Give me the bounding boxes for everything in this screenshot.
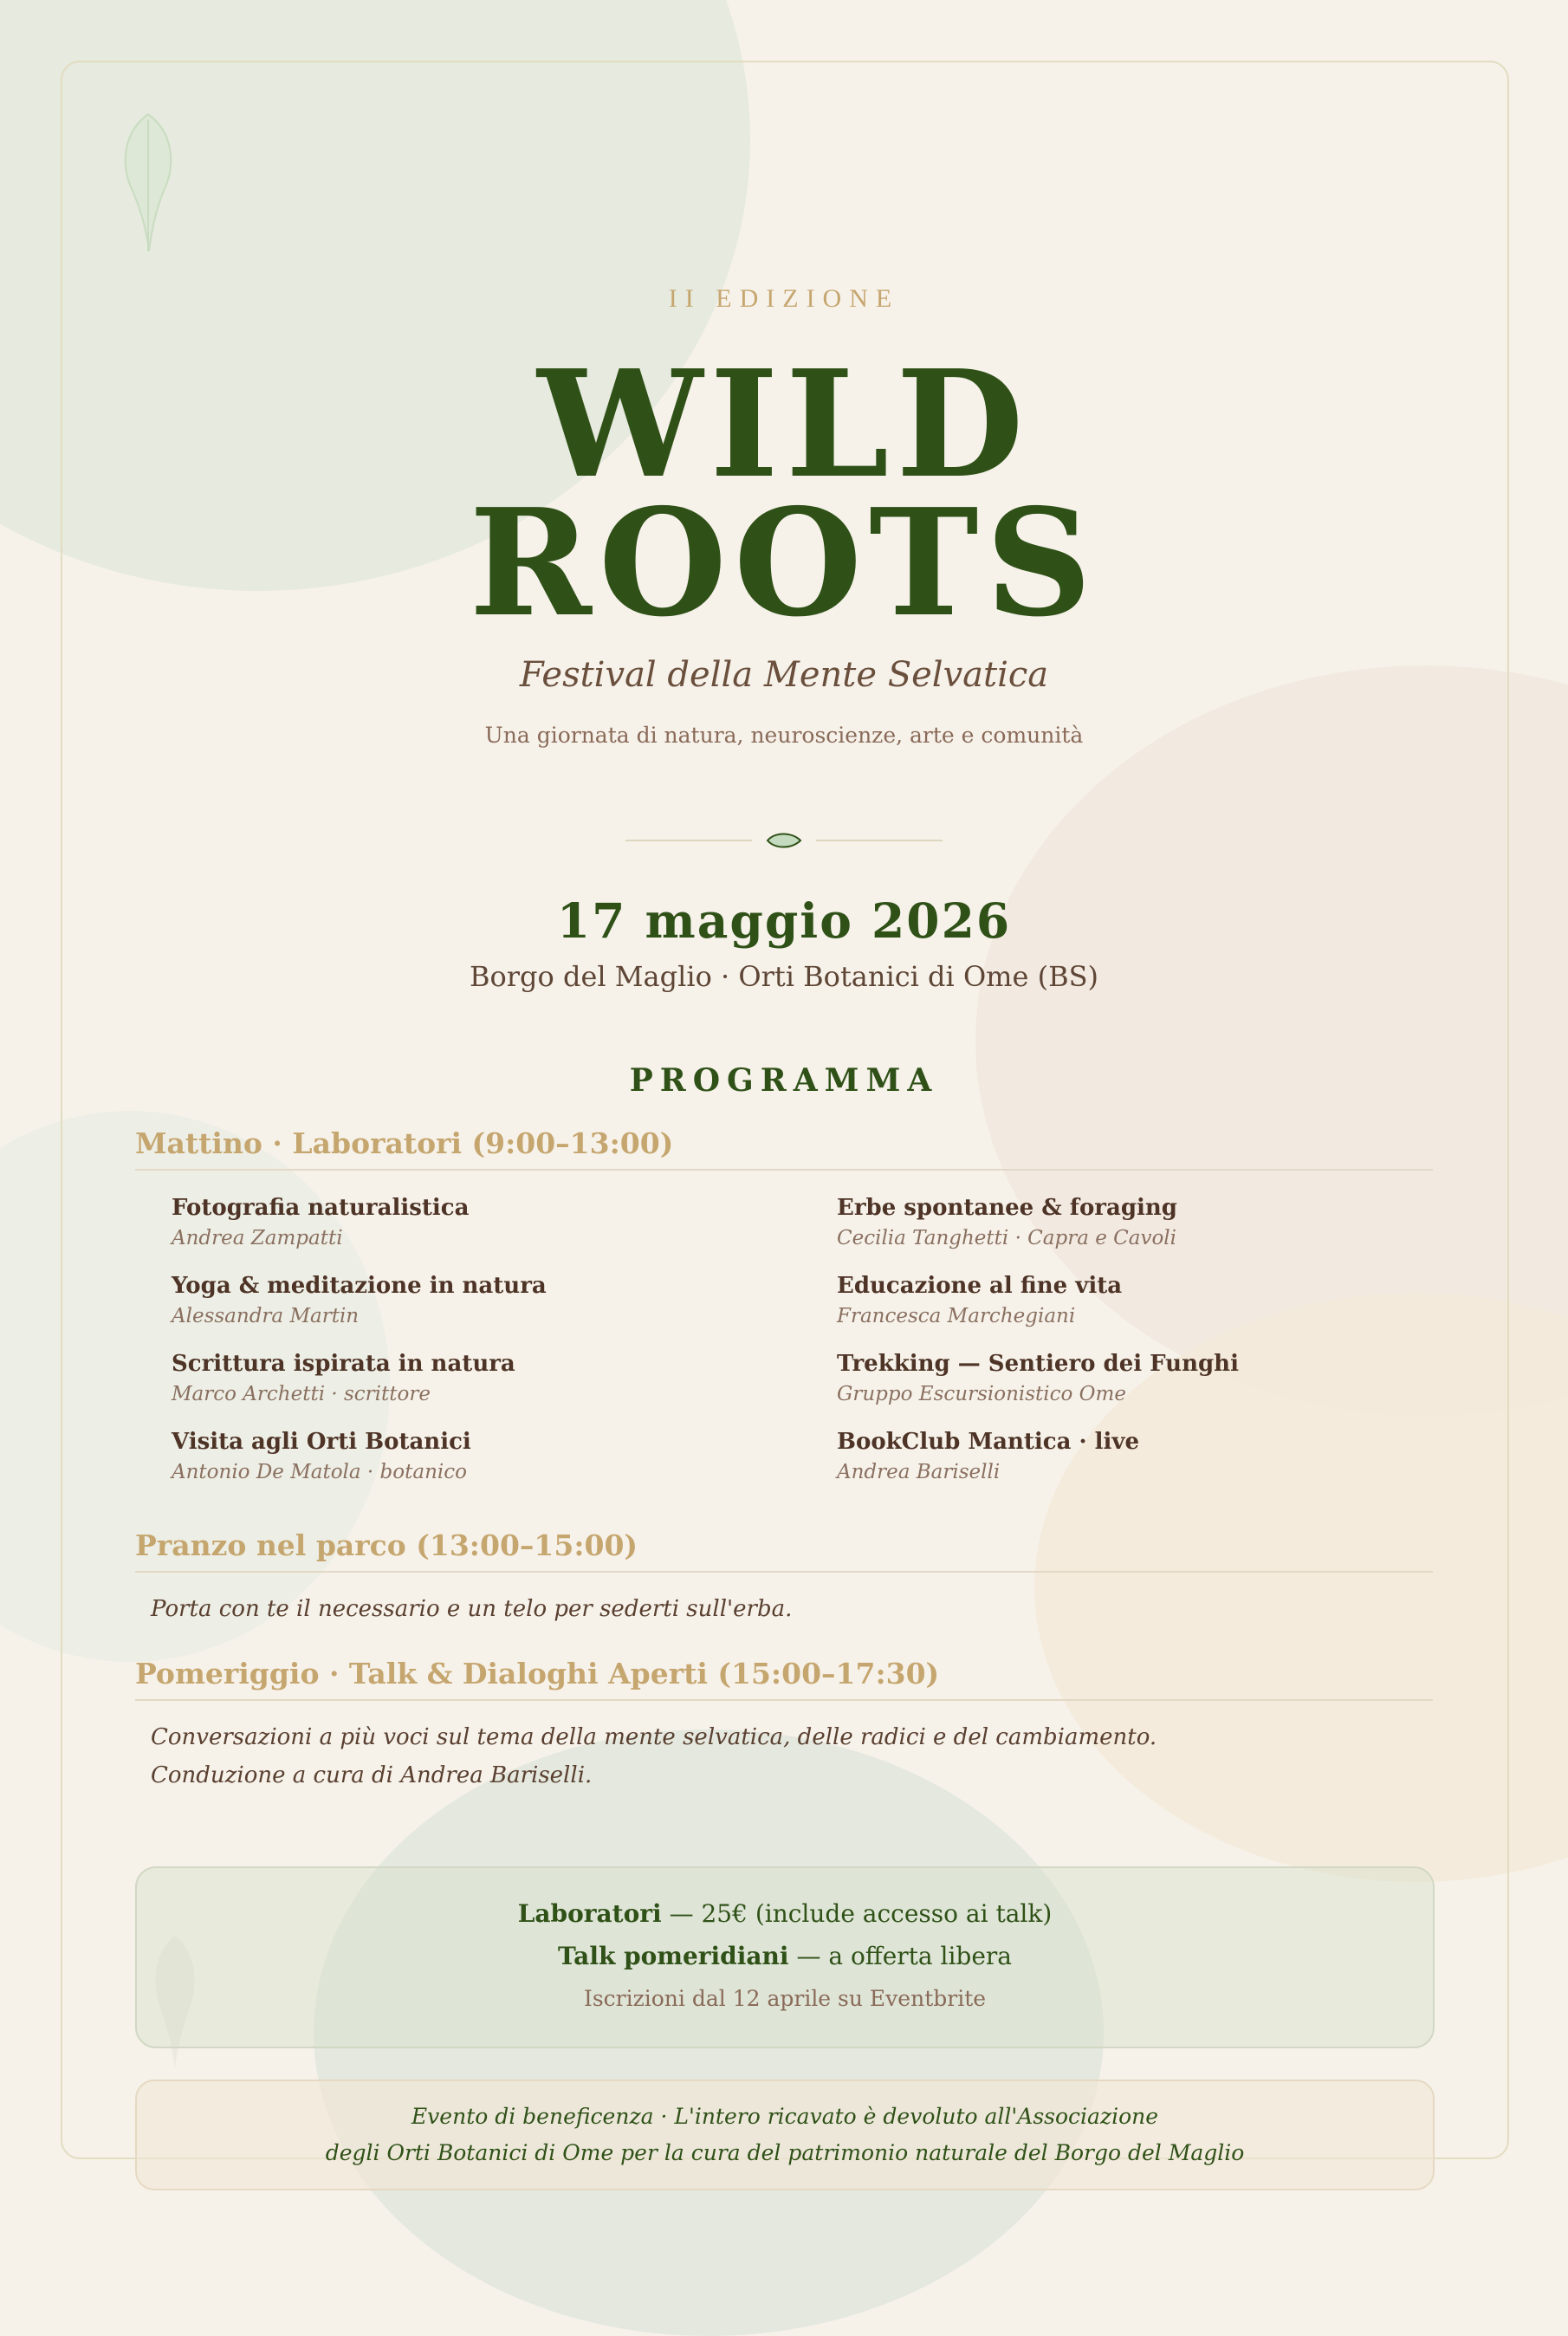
afternoon-description-line-2: Conduzione a cura di Andrea Bariselli. [151, 1762, 593, 1788]
price-talks-label: Talk pomeridiani [558, 1942, 789, 1970]
title-line-1: WILD [537, 338, 1031, 511]
workshop-item [172, 1426, 837, 1487]
lunch-section [135, 1528, 1433, 1628]
workshop-name: Yoga & meditazione in natura [172, 1273, 547, 1299]
workshop-item [837, 1426, 1433, 1487]
workshop-item [837, 1348, 1433, 1409]
workshop-name: Fotografia naturalistica [172, 1195, 470, 1221]
workshop-name: Trekking — Sentiero dei Funghi [837, 1351, 1239, 1377]
workshop-host: Marco Archetti · scrittore [172, 1383, 431, 1405]
price-talks-value: — a offerta libera [788, 1942, 1012, 1970]
afternoon-description [135, 1701, 1433, 1794]
workshop-item [837, 1270, 1433, 1331]
festival-title [0, 338, 1568, 650]
festival-tagline: Una giornata di natura, neuroscienze, arte e comunità [484, 723, 1084, 748]
afternoon-description-line-1: Conversazioni a più voci sul tema della mente selvatica, delle radici e del cambiamento. [151, 1724, 1157, 1750]
workshop-item [172, 1192, 837, 1253]
morning-section-title: Mattino · Laboratori (9:00–13:00) [135, 1126, 1433, 1171]
workshop-item [172, 1270, 837, 1331]
title-line-2: ROOTS [469, 477, 1099, 650]
workshop-item [837, 1192, 1433, 1253]
workshop-host: Antonio De Matola · botanico [172, 1461, 467, 1483]
event-venue: Borgo del Maglio · Orti Botanici di Ome (BS) [469, 960, 1099, 993]
workshop-host: Alessandra Martin [172, 1305, 360, 1327]
edition-label: II EDIZIONE [668, 284, 900, 313]
morning-section [135, 1126, 1433, 1171]
workshop-name: Educazione al fine vita [837, 1273, 1123, 1299]
leaf-divider-icon [625, 823, 943, 858]
lunch-section-title: Pranzo nel parco (13:00–15:00) [135, 1528, 1433, 1573]
charity-line-2: degli Orti Botanici di Ome per la cura del patrimonio naturale del Borgo del Maglio [325, 2140, 1245, 2165]
afternoon-section-title: Pomeriggio · Talk & Dialoghi Aperti (15:00–17:30) [135, 1657, 1433, 1701]
price-workshops [137, 1892, 1433, 1935]
pricing-box [135, 1866, 1435, 2048]
programme-heading: PROGRAMMA [629, 1062, 939, 1099]
workshop-host: Andrea Zampatti [172, 1227, 343, 1249]
charity-box [135, 2080, 1435, 2190]
charity-line-1: Evento di beneficenza · L'intero ricavato è devoluto all'Associazione [411, 2104, 1159, 2129]
price-workshops-value: — 25€ (include accesso ai talk) [661, 1899, 1053, 1928]
price-talks [137, 1935, 1433, 1977]
workshop-item [172, 1348, 837, 1409]
event-date: 17 maggio 2026 [556, 892, 1012, 949]
lunch-description: Porta con te il necessario e un telo per sederti sull'erba. [151, 1596, 793, 1622]
festival-subtitle: Festival della Mente Selvatica [519, 655, 1049, 695]
price-workshops-label: Laboratori [517, 1899, 662, 1928]
workshop-name: BookClub Mantica · live [837, 1429, 1140, 1455]
workshop-name: Scrittura ispirata in natura [172, 1351, 515, 1377]
leaf-icon [118, 111, 178, 255]
afternoon-section [135, 1657, 1433, 1794]
workshop-name: Visita agli Orti Botanici [172, 1429, 471, 1455]
workshop-host: Andrea Bariselli [837, 1461, 1001, 1483]
registration-note: Iscrizioni dal 12 aprile su Eventbrite [583, 1986, 987, 2011]
workshop-host: Cecilia Tanghetti · Capra e Cavoli [837, 1227, 1177, 1249]
workshop-host: Francesca Marchegiani [837, 1305, 1076, 1327]
workshop-host: Gruppo Escursionistico Ome [837, 1383, 1126, 1405]
workshop-list [172, 1192, 1433, 1487]
workshop-name: Erbe spontanee & foraging [837, 1195, 1177, 1221]
